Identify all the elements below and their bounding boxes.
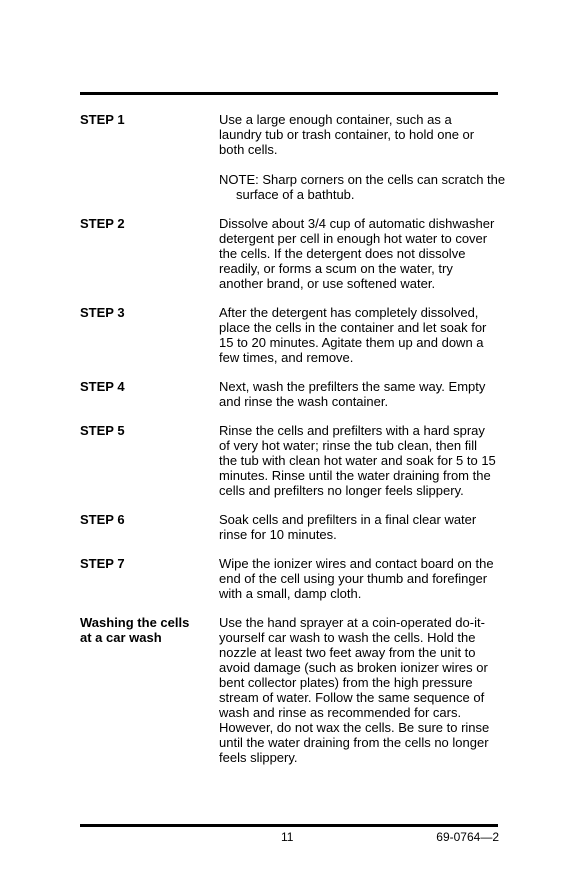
top-rule: [80, 92, 498, 95]
step-4-label: STEP 4: [80, 379, 125, 394]
step-4-text: Next, wash the prefilters the same way. Empty and rinse the wash container.: [219, 379, 486, 409]
step-7-label: STEP 7: [80, 556, 125, 571]
step-3-row: [80, 305, 500, 365]
car-wash-text: Use the hand sprayer at a coin-operated do-it- yourself car wash to wash the cells. Hold the nozzle at least two feet away from the unit to avoid damage (such as broken ionizer wires or bent collector plates) from the high pressure stream of water. Follow the same sequence of wash and rinse as recommended for cars. However, do not wax the cells. Be sure to rinse until the water draining from the cells no longer feels slippery.: [219, 615, 490, 765]
step-6-row: [80, 512, 500, 542]
step-2-text: Dissolve about 3/4 cup of automatic dishwasher detergent per cell in enough hot water to cover the cells. If the detergent does not dissolve readily, or forms a scum on the water, try another brand, or use softened water.: [219, 216, 495, 291]
step-3-text: After the detergent has completely dissolved, place the cells in the container and let soak for 15 to 20 minutes. Agitate them up and down a few times, and remove.: [219, 305, 487, 365]
step-1-note: NOTE: Sharp corners on the cells can scratch the surface of a bathtub.: [219, 172, 506, 202]
car-wash-row: [80, 615, 500, 765]
step-6-label: STEP 6: [80, 512, 125, 527]
page-number: 11: [281, 830, 294, 844]
step-2-row: [80, 216, 500, 291]
step-3-label: STEP 3: [80, 305, 125, 320]
step-5-label: STEP 5: [80, 423, 125, 438]
car-wash-label: Washing the cells at a car wash: [80, 615, 190, 645]
step-1-body: [219, 112, 518, 202]
step-1-row: [80, 112, 506, 202]
step-2-label: STEP 2: [80, 216, 125, 231]
step-5-text: Rinse the cells and prefilters with a hard spray of very hot water; rinse the tub clean, then fill the tub with clean hot water and soak for 5 to 15 minutes. Rinse until the water draining from the cells and prefilters no longer feels slippery.: [219, 423, 496, 498]
step-4-row: [80, 379, 500, 409]
step-1-label: STEP 1: [80, 112, 125, 127]
document-number: 69-0764—2: [436, 830, 499, 844]
step-6-text: Soak cells and prefilters in a final clear water rinse for 10 minutes.: [219, 512, 477, 542]
step-5-row: [80, 423, 500, 498]
step-1-text: Use a large enough container, such as a laundry tub or trash container, to hold one or both cells.: [219, 112, 475, 157]
step-7-text: Wipe the ionizer wires and contact board on the end of the cell using your thumb and forefinger with a small, damp cloth.: [219, 556, 494, 601]
bottom-rule: [80, 824, 498, 827]
instructions-body: [80, 112, 506, 765]
step-7-row: [80, 556, 500, 601]
